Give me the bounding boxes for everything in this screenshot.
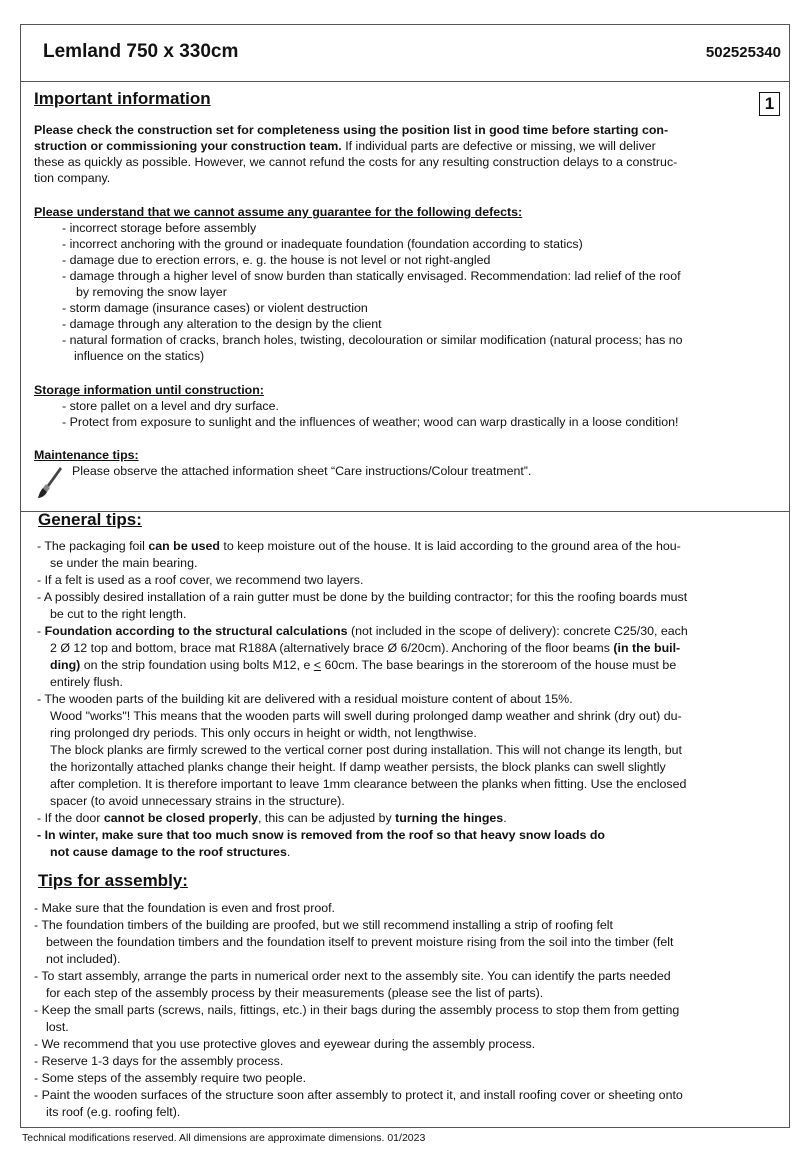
maintenance-heading: Maintenance tips: <box>34 448 139 462</box>
storage-item: - store pallet on a level and dry surface. <box>62 399 279 413</box>
product-code: 502525340 <box>705 44 781 61</box>
assembly-line: - Some steps of the assembly require two people. <box>34 1071 307 1085</box>
maintenance-text: Please observe the attached information sheet “Care instructions/Colour treatment”. <box>72 464 532 478</box>
general-line: 2 Ø 12 top and bottom, brace mat R188A (alternatively brace Ø 6/20cm). Anchoring of the floor beams (in the buil- <box>50 641 681 655</box>
intro-line: Please check the construction set for completeness using the position list in good time before starting con- <box>34 123 669 137</box>
assembly-line: - Paint the wooden surfaces of the structure soon after assembly to protect it, and install roofing cover or sheeting onto <box>34 1088 683 1102</box>
header <box>21 25 789 82</box>
storage-heading: Storage information until construction: <box>34 383 264 397</box>
defect-item: - incorrect storage before assembly <box>62 221 257 235</box>
defect-item: - natural formation of cracks, branch holes, twisting, decolouration or similar modification (natural process; has no <box>62 333 683 347</box>
general-line: entirely flush. <box>50 675 124 689</box>
important-heading: Important information <box>34 89 211 108</box>
general-line: - The packaging foil can be used to keep moisture out of the house. It is laid according to the ground area of the hou- <box>37 539 681 553</box>
assembly-line: lost. <box>46 1020 69 1034</box>
general-line: ring prolonged dry periods. This only occurs in height or width, not lengthwise. <box>50 726 477 740</box>
general-line: - If a felt is used as a roof cover, we recommend two layers. <box>37 573 364 587</box>
guarantee-heading: Please understand that we cannot assume any guarantee for the following defects: <box>34 205 523 219</box>
assembly-line: - To start assembly, arrange the parts in numerical order next to the assembly site. You can identify the parts needed <box>34 969 671 983</box>
footer-note: Technical modifications reserved. All dimensions are approximate dimensions. 01/2023 <box>22 1132 426 1144</box>
general-line: after completion. It is therefore important to leave 1mm clearance between the planks when fitting. Use the enclosed <box>50 777 687 791</box>
defect-item: - damage through any alteration to the design by the client <box>62 317 382 331</box>
product-title: Lemland 750 x 330cm <box>43 41 239 62</box>
assembly-line: - The foundation timbers of the building are proofed, but we still recommend installing a strip of roofing felt <box>34 918 614 932</box>
assembly-line: not included). <box>46 952 121 966</box>
defect-item: influence on the statics) <box>74 349 205 363</box>
general-line: spacer (to avoid unnecessary strains in the structure). <box>50 794 345 808</box>
general-line: se under the main bearing. <box>50 556 198 570</box>
intro-line: tion company. <box>34 171 111 185</box>
defect-item: - storm damage (insurance cases) or violent destruction <box>62 301 368 315</box>
assembly-line: - Make sure that the foundation is even and frost proof. <box>34 901 335 915</box>
general-line: - If the door cannot be closed properly, this can be adjusted by turning the hinges. <box>37 811 507 825</box>
intro-line: struction or commissioning your construction team. If individual parts are defective or missing, we will deliver <box>34 139 656 153</box>
general-line: not cause damage to the roof structures. <box>50 845 291 859</box>
general-line: The block planks are firmly screwed to the vertical corner post during installation. This will not change its length, but <box>50 743 683 757</box>
assembly-line: - Reserve 1-3 days for the assembly process. <box>34 1054 284 1068</box>
general-line: - The wooden parts of the building kit are delivered with a residual moisture content of about 15%. <box>37 692 573 706</box>
general-line: Wood "works"! This means that the wooden parts will swell during prolonged damp weather and shrink (dry out) du- <box>50 709 682 723</box>
defect-item: - incorrect anchoring with the ground or inadequate foundation (foundation according to statics) <box>62 237 583 251</box>
general-line: - Foundation according to the structural calculations (not included in the scope of delivery): concrete C25/30, each <box>37 624 688 638</box>
general-line: the horizontally attached planks change their height. If damp weather persists, the block planks can swell slightly <box>50 760 666 774</box>
assembly-line: between the foundation timbers and the foundation itself to prevent moisture rising from the soil into the timber (felt <box>46 935 674 949</box>
assembly-line: - We recommend that you use protective gloves and eyewear during the assembly process. <box>34 1037 536 1051</box>
assembly-line: for each step of the assembly process by their measurements (please see the list of parts). <box>46 986 544 1000</box>
general-line: - A possibly desired installation of a rain gutter must be done by the building contractor; for this the roofing boards must <box>37 590 688 604</box>
assembly-line: - Keep the small parts (screws, nails, fittings, etc.) in their bags during the assembly process to stop them from getting <box>34 1003 680 1017</box>
paintbrush-icon <box>36 465 64 499</box>
defect-item: - damage through a higher level of snow burden than statically envisaged. Recommendation: lad relief of the roof <box>62 269 681 283</box>
general-line: be cut to the right length. <box>50 607 187 621</box>
storage-item: - Protect from exposure to sunlight and the influences of weather; wood can warp drastically in a loose condition! <box>62 415 679 429</box>
defect-item: by removing the snow layer <box>76 285 227 299</box>
defect-item: - damage due to erection errors, e. g. the house is not level or not right-angled <box>62 253 491 267</box>
assembly-line: its roof (e.g. roofing felt). <box>46 1105 181 1119</box>
general-line: - In winter, make sure that too much snow is removed from the roof so that heavy snow loads do <box>37 828 606 842</box>
page-number: 1 <box>759 92 780 116</box>
general-line: ding) on the strip foundation using bolts M12, e < 60cm. The base bearings in the storeroom of the house must be <box>50 658 677 672</box>
intro-line: these as quickly as possible. However, we cannot refund the costs for any resulting construction delays to a construc- <box>34 155 678 169</box>
assembly-heading: Tips for assembly: <box>38 871 188 890</box>
general-heading: General tips: <box>38 510 142 529</box>
